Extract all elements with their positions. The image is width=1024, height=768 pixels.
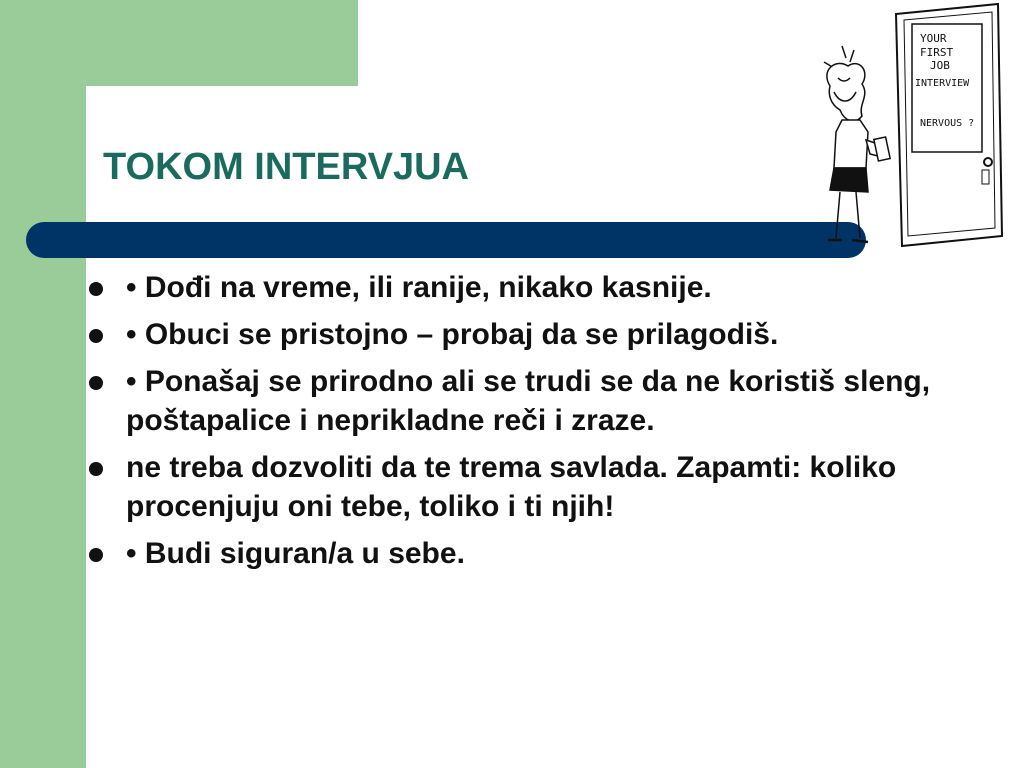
list-item-text: • Obuci se pristojno – probaj da se prilagodiš. — [126, 318, 779, 351]
list-item-text: • Budi siguran/a u sebe. — [126, 537, 465, 570]
list-item-text: • Dođi na vreme, ili ranije, nikako kasnije. — [126, 271, 712, 304]
bullet-dot-icon — [89, 282, 103, 296]
bullet-dot-icon — [89, 462, 103, 476]
list-item — [88, 362, 998, 440]
list-item — [88, 268, 998, 307]
title-underline-bar — [26, 222, 866, 258]
bullet-list — [88, 268, 998, 581]
list-item — [88, 448, 998, 526]
nervous-interview-illustration — [790, 0, 1024, 262]
left-green-band — [0, 0, 86, 768]
list-item-text: ne treba dozvoliti da te trema savlada. Zapamti: koliko procenjuju oni tebe, toliko i ti njih! — [126, 451, 897, 523]
bullet-dot-icon — [89, 376, 103, 390]
nervous-person-graphic — [824, 46, 890, 242]
sign-line-3: JOB — [930, 59, 950, 72]
bullet-dot-icon — [89, 329, 103, 343]
sign-line-5: NERVOUS ? — [920, 118, 975, 129]
sign-line-4: INTERVIEW — [915, 78, 970, 89]
slide-title: TOKOM INTERVJUA — [103, 146, 469, 188]
list-item — [88, 534, 998, 573]
bullet-dot-icon — [89, 548, 103, 562]
sign-line-1: YOUR — [920, 32, 947, 45]
list-item — [88, 315, 998, 354]
sign-line-2: FIRST — [920, 46, 954, 59]
top-green-block — [86, 0, 358, 86]
list-item-text: • Ponašaj se prirodno ali se trudi se da ne koristiš sleng, poštapalice i neprikladne reči i zraze. — [126, 365, 931, 437]
